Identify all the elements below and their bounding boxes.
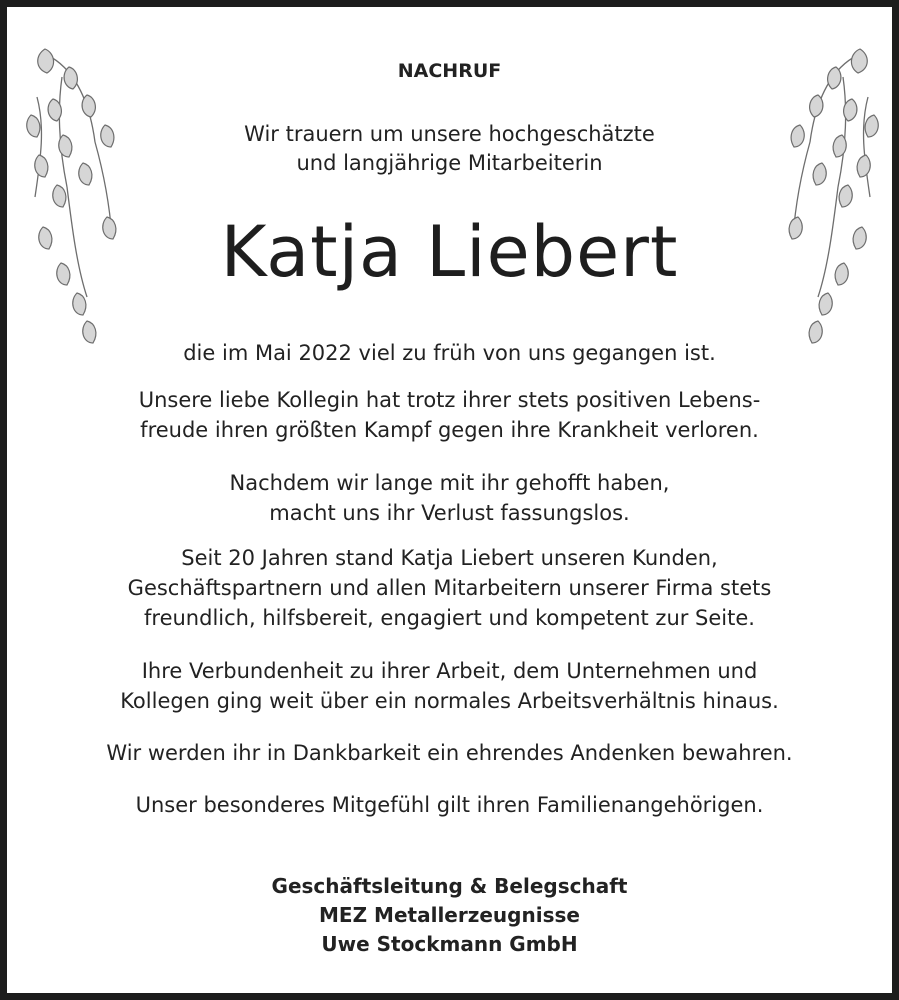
deceased-name: Katja Liebert (220, 211, 679, 293)
paragraph-passing (7, 338, 892, 368)
signature-block (7, 872, 892, 959)
paragraph-service (7, 543, 892, 633)
notice-heading: NACHRUF (397, 60, 502, 82)
paragraph-condolence (7, 790, 892, 820)
signature-line: MEZ Metallerzeugnisse (319, 903, 580, 927)
intro-line: und langjährige Mitarbeiterin (296, 151, 603, 175)
paragraph-remembrance (7, 738, 892, 768)
paragraph-line: Ihre Verbundenheit zu ihrer Arbeit, dem Unternehmen und (141, 659, 758, 683)
paragraph-line: Geschäftspartnern und allen Mitarbeitern unserer Firma stets (127, 576, 772, 600)
paragraph-line: Kollegen ging weit über ein normales Arbeitsverhältnis hinaus. (120, 689, 779, 713)
paragraph-line: Seit 20 Jahren stand Katja Liebert unseren Kunden, (181, 546, 718, 570)
paragraph-illness (7, 385, 892, 445)
paragraph-line: Wir werden ihr in Dankbarkeit ein ehrendes Andenken bewahren. (106, 741, 793, 765)
signature-line: Uwe Stockmann GmbH (321, 932, 578, 956)
paragraph-line: Nachdem wir lange mit ihr gehofft haben, (229, 471, 670, 495)
paragraph-line: freude ihren größten Kampf gegen ihre Krankheit verloren. (140, 418, 759, 442)
hanging-leaves-icon (768, 37, 888, 357)
paragraph-line: freundlich, hilfsbereit, engagiert und kompetent zur Seite. (144, 606, 755, 630)
hanging-leaves-icon (17, 37, 137, 357)
paragraph-dedication (7, 656, 892, 716)
intro-line: Wir trauern um unsere hochgeschätzte (244, 122, 655, 146)
paragraph-line: Unsere liebe Kollegin hat trotz ihrer stets positiven Lebens- (138, 388, 761, 412)
paragraph-loss (7, 468, 892, 528)
paragraph-line: macht uns ihr Verlust fassungslos. (269, 501, 630, 525)
signature-line: Geschäftsleitung & Belegschaft (271, 874, 628, 898)
paragraph-line: Unser besonderes Mitgefühl gilt ihren Familienangehörigen. (135, 793, 764, 817)
paragraph-line: die im Mai 2022 viel zu früh von uns gegangen ist. (183, 341, 716, 365)
intro-text (7, 120, 892, 178)
